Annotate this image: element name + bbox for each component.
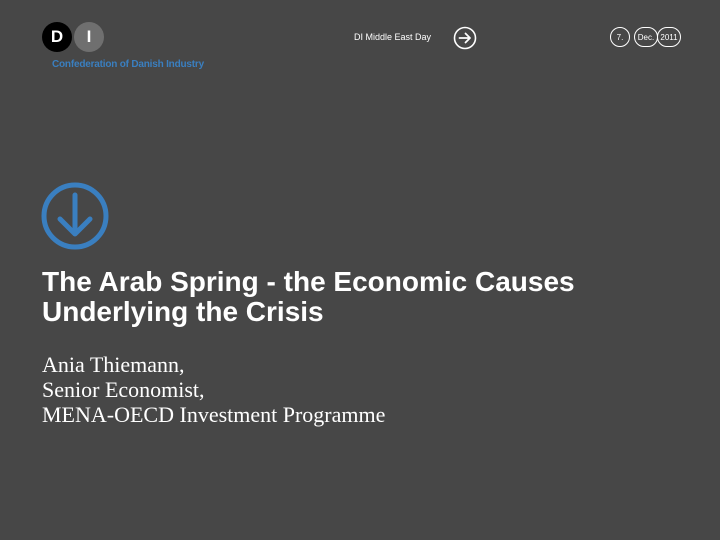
event-name: DI Middle East Day bbox=[354, 32, 432, 42]
slide-title-line-1: The Arab Spring - the Economic Causes bbox=[42, 266, 575, 297]
presenter-name: Ania Thiemann, bbox=[42, 352, 185, 377]
date-month-badge: Dec. bbox=[634, 27, 658, 47]
presenter-organization: MENA-OECD Investment Programme bbox=[42, 402, 386, 427]
arrow-right-circle-icon bbox=[453, 26, 477, 50]
slide-title-line-2: Underlying the Crisis bbox=[42, 296, 324, 327]
organization-name: Confederation of Danish Industry bbox=[52, 59, 204, 70]
date-year-badge: 2011 bbox=[657, 27, 681, 47]
presenter-info bbox=[42, 352, 385, 427]
logo-letter-i: I bbox=[74, 22, 104, 52]
arrow-down-circle-icon bbox=[40, 181, 110, 251]
presenter-role: Senior Economist, bbox=[42, 377, 205, 402]
slide-title bbox=[42, 267, 702, 327]
logo-letter-d: D bbox=[42, 22, 72, 52]
date-day-badge: 7. bbox=[610, 27, 630, 47]
di-logo bbox=[42, 22, 222, 74]
